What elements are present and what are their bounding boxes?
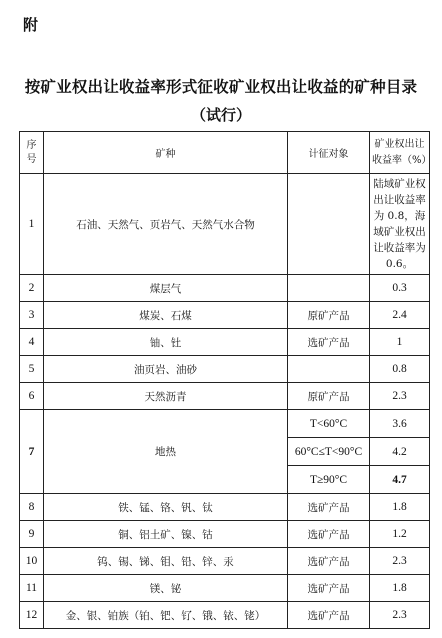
table-row bbox=[20, 548, 430, 575]
header-object: 计征对象 bbox=[288, 132, 370, 174]
row-mineral: 镁、铋 bbox=[44, 575, 288, 602]
table-row bbox=[20, 329, 430, 356]
row-mineral: 油页岩、油砂 bbox=[44, 356, 288, 383]
row-object: 原矿产品 bbox=[288, 302, 370, 329]
table-row bbox=[20, 602, 430, 629]
row-no: 7 bbox=[20, 410, 44, 494]
table-row bbox=[20, 521, 430, 548]
row-rate: 4.7 bbox=[370, 466, 430, 494]
table-row bbox=[20, 383, 430, 410]
row-mineral: 金、银、铂族（铂、钯、钌、锇、铱、铑） bbox=[44, 602, 288, 629]
row-object: 选矿产品 bbox=[288, 548, 370, 575]
row-rate: 2.3 bbox=[370, 383, 430, 410]
header-mineral: 矿种 bbox=[44, 132, 288, 174]
row-object: 选矿产品 bbox=[288, 494, 370, 521]
row-no: 11 bbox=[20, 575, 44, 602]
row-object: 原矿产品 bbox=[288, 383, 370, 410]
row-rate: 陆域矿业权出让收益率为 0.8，海域矿业权出让收益率为 0.6。 bbox=[370, 174, 430, 275]
row-no: 2 bbox=[20, 275, 44, 302]
row-object: 选矿产品 bbox=[288, 575, 370, 602]
row-object: T<60°C bbox=[288, 410, 370, 438]
row-no: 3 bbox=[20, 302, 44, 329]
row-object: 选矿产品 bbox=[288, 521, 370, 548]
document-title: 按矿业权出让收益率形式征收矿业权出让收益的矿种目录 bbox=[24, 77, 418, 96]
row-mineral: 钨、锡、锑、钼、铅、锌、汞 bbox=[44, 548, 288, 575]
table-row bbox=[20, 174, 430, 275]
row-no: 1 bbox=[20, 174, 44, 275]
row-rate: 1.8 bbox=[370, 494, 430, 521]
row-mineral: 石油、天然气、页岩气、天然气水合物 bbox=[44, 174, 288, 275]
row-object: 选矿产品 bbox=[288, 602, 370, 629]
row-no: 12 bbox=[20, 602, 44, 629]
row-rate: 2.4 bbox=[370, 302, 430, 329]
row-rate: 2.3 bbox=[370, 548, 430, 575]
document-subtitle: （试行） bbox=[190, 106, 251, 124]
row-rate: 4.2 bbox=[370, 438, 430, 466]
row-no: 10 bbox=[20, 548, 44, 575]
row-object: T≥90°C bbox=[288, 466, 370, 494]
row-rate: 3.6 bbox=[370, 410, 430, 438]
row-object bbox=[288, 275, 370, 302]
row-no: 4 bbox=[20, 329, 44, 356]
row-object bbox=[288, 356, 370, 383]
header-seq: 序号 bbox=[20, 132, 44, 174]
row-mineral: 煤层气 bbox=[44, 275, 288, 302]
row-rate: 1.8 bbox=[370, 575, 430, 602]
appendix-label: 附 bbox=[23, 16, 39, 34]
table-header-row bbox=[20, 132, 430, 174]
row-object bbox=[288, 174, 370, 275]
header-rate: 矿业权出让收益率（%） bbox=[370, 132, 430, 174]
row-no: 8 bbox=[20, 494, 44, 521]
row-no: 5 bbox=[20, 356, 44, 383]
table-row bbox=[20, 275, 430, 302]
table-row bbox=[20, 575, 430, 602]
row-rate: 1 bbox=[370, 329, 430, 356]
table-row bbox=[20, 410, 430, 438]
row-rate: 0.3 bbox=[370, 275, 430, 302]
row-no: 6 bbox=[20, 383, 44, 410]
row-mineral: 铜、铝土矿、镍、钴 bbox=[44, 521, 288, 548]
row-no: 9 bbox=[20, 521, 44, 548]
row-rate: 0.8 bbox=[370, 356, 430, 383]
table-row bbox=[20, 494, 430, 521]
row-rate: 2.3 bbox=[370, 602, 430, 629]
row-mineral: 天然沥青 bbox=[44, 383, 288, 410]
row-mineral: 铀、钍 bbox=[44, 329, 288, 356]
row-object: 选矿产品 bbox=[288, 329, 370, 356]
row-mineral: 煤炭、石煤 bbox=[44, 302, 288, 329]
row-mineral: 地热 bbox=[44, 410, 288, 494]
row-mineral: 铁、锰、铬、钒、钛 bbox=[44, 494, 288, 521]
row-object: 60°C≤T<90°C bbox=[288, 438, 370, 466]
row-rate: 1.2 bbox=[370, 521, 430, 548]
mineral-rate-table bbox=[19, 131, 430, 629]
table-row bbox=[20, 356, 430, 383]
table-row bbox=[20, 302, 430, 329]
